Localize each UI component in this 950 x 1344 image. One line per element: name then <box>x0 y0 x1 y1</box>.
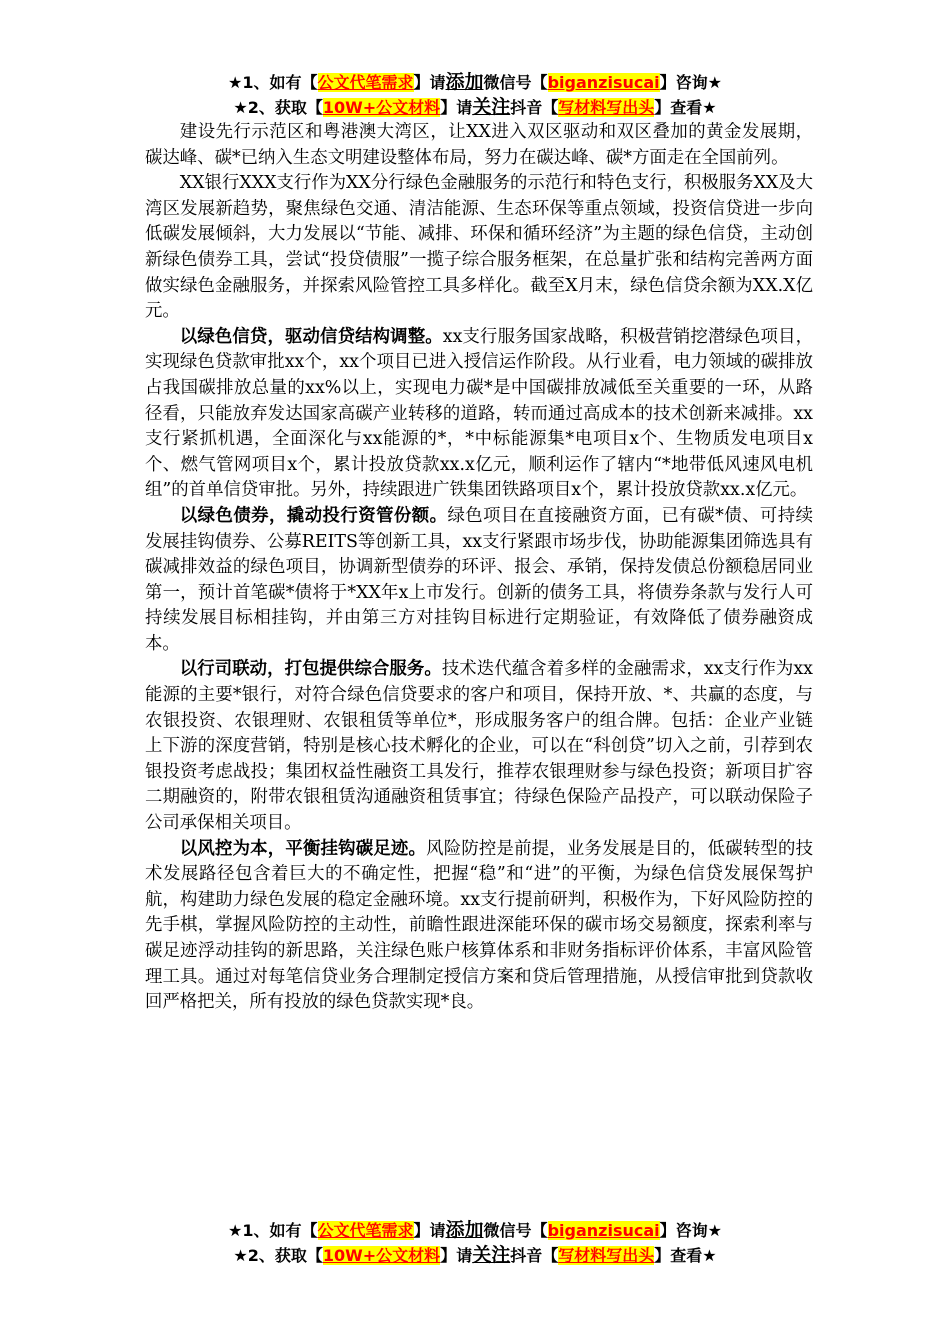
footer-line-2-prefix: ★2、获取【 <box>233 1246 323 1265</box>
paragraph-lead: 以绿色信贷，驱动信贷结构调整。 <box>179 326 443 347</box>
paragraph-lead: 以行司联动，打包提供综合服务。 <box>179 659 442 680</box>
footer-line-1-highlight-2: biganzisucai <box>547 1221 660 1240</box>
footer-line-1-suffix: 】咨询★ <box>659 1221 722 1240</box>
header-line-2-mid-1: 】请 <box>440 98 473 117</box>
paragraph-green-bonds <box>145 504 813 658</box>
paragraph-risk-control <box>145 837 813 1016</box>
header-banner <box>0 70 950 120</box>
header-line-1-highlight-1: 公文代笔需求 <box>317 73 414 92</box>
paragraph-text: XX银行XXX支行作为XX分行绿色金融服务的示范行和特色支行，积极服务XX及大湾区发展新趋势，聚焦绿色交通、清洁能源、生态环保等重点领域，投资信贷进一步向低碳发展倾斜，大力发展以“节能、减排、环保和循环经济”为主题的绿色信贷，主动创新绿色债券工具，尝试“投贷债服”一揽子综合服务框架，在总量扩张和结构完善两方面做实绿色金融服务，并探索风险管控工具多样化。截至X月末，绿色信贷余额为XX.X亿元。 <box>145 173 813 322</box>
document-body <box>145 120 813 1016</box>
paragraph-text: xx支行服务国家战略，积极营销挖潜绿色项目，实现绿色贷款审批xx个，xx个项目已进入授信运作阶段。从行业看，电力领域的碳排放占我国碳排放总量的xx%以上，实现电力碳*是中国碳排放减低至关重要的一环，从路径看，只能放弃发达国家高碳产业转移的道路，转而通过高成本的技术创新来减排。xx支行紧抓机遇，全面深化与xx能源的*，*中标能源集*电项目x个、生物质发电项目x个、燃气管网项目x个，累计投放贷款xx.x亿元，顺利运作了辖内“*地带低风速风电机组”的首单信贷审批。另外，持续跟进广铁集团铁路项目x个，累计投放贷款xx.x亿元。 <box>145 326 813 501</box>
footer-line-1 <box>0 1218 950 1243</box>
paragraph-intro <box>145 120 813 171</box>
footer-line-1-mid-1: 】请 <box>413 1221 446 1240</box>
paragraph-text: 风险防控是前提，业务发展是目的，低碳转型的技术发展路径包含着巨大的不确定性，把握“稳”和“进”的平衡，为绿色信贷发展保驾护航，构建助力绿色发展的稳定金融环境。xx支行提前研判，积极作为，下好风险防控的先手棋，掌握风险防控的主动性，前瞻性跟进深能环保的碳市场交易额度，探索利率与碳足迹浮动挂钩的新思路，关注绿色账户核算体系和非财务指标评价体系，丰富风险管理工具。通过对每笔信贷业务合理制定授信方案和贷后管理措施，从授信审批到贷款收回严格把关，所有投放的绿色贷款实现*良。 <box>145 838 813 1013</box>
header-line-1-suffix: 】咨询★ <box>659 73 722 92</box>
paragraph-lead: 以风控为本，平衡挂钩碳足迹。 <box>179 838 427 859</box>
footer-banner <box>0 1218 950 1268</box>
header-line-1-prefix: ★1、如有【 <box>228 73 318 92</box>
footer-line-1-highlight-1: 公文代笔需求 <box>317 1221 414 1240</box>
footer-line-1-prefix: ★1、如有【 <box>228 1221 318 1240</box>
header-line-2-highlight-1: 10W+公文材料 <box>322 98 441 117</box>
header-line-2-suffix: 】查看★ <box>654 98 717 117</box>
footer-line-2 <box>0 1243 950 1268</box>
paragraph-green-credit <box>145 325 813 504</box>
footer-line-2-emphasis: 关注 <box>472 1244 511 1266</box>
paragraph-linkage <box>145 657 813 836</box>
header-line-1 <box>0 70 950 95</box>
footer-line-1-mid-2: 微信号【 <box>483 1221 548 1240</box>
header-line-2-highlight-2: 写材料写出头 <box>558 98 655 117</box>
header-line-2 <box>0 95 950 120</box>
header-line-2-prefix: ★2、获取【 <box>233 98 323 117</box>
footer-line-2-highlight-1: 10W+公文材料 <box>322 1246 441 1265</box>
footer-line-1-emphasis: 添加 <box>445 1219 484 1241</box>
paragraph-text: 建设先行示范区和粤港澳大湾区，让XX进入双区驱动和双区叠加的黄金发展期，碳达峰、碳*已纳入生态文明建设整体布局，努力在碳达峰、碳*方面走在全国前列。 <box>145 122 813 168</box>
footer-line-2-mid-1: 】请 <box>440 1246 473 1265</box>
footer-line-2-mid-2: 抖音【 <box>510 1246 559 1265</box>
header-line-2-mid-2: 抖音【 <box>510 98 559 117</box>
paragraph-text: 绿色项目在直接融资方面，已有碳*债、可持续发展挂钩债券、公募REITS等创新工具，xx支行紧跟市场步伐，协助能源集团筛选具有碳减排效益的绿色项目，协调新型债券的环评、报会、承销，保持发债总份额稳居同业第一，预计首笔碳*债将于*XX年x上市发行。创新的债务工具，将债券条款与发行人可持续发展目标相挂钩，并由第三方对挂钩目标进行定期验证，有效降低了债券融资成本。 <box>145 505 813 654</box>
footer-line-2-suffix: 】查看★ <box>654 1246 717 1265</box>
header-line-1-mid-2: 微信号【 <box>483 73 548 92</box>
paragraph-lead: 以绿色债券，撬动投行资管份额。 <box>179 505 448 526</box>
footer-line-2-highlight-2: 写材料写出头 <box>558 1246 655 1265</box>
header-line-2-emphasis: 关注 <box>472 96 511 118</box>
header-line-1-emphasis: 添加 <box>445 71 484 93</box>
header-line-1-mid-1: 】请 <box>413 73 446 92</box>
paragraph-branch-overview <box>145 171 813 325</box>
header-line-1-highlight-2: biganzisucai <box>547 73 660 92</box>
paragraph-text: 技术迭代蕴含着多样的金融需求，xx支行作为xx能源的主要*银行，对符合绿色信贷要求的客户和项目，保持开放、*、共赢的态度，与农银投资、农银理财、农银租赁等单位*，形成服务客户的组合牌。包括：企业产业链上下游的深度营销，特别是核心技术孵化的企业，可以在“科创贷”切入之前，引荐到农银投资考虑战投；集团权益性融资工具发行，推荐农银理财参与绿色投资；新项目扩容二期融资的，附带农银租赁沟通融资租赁事宜；待绿色保险产品投产，可以联动保险子公司承保相关项目。 <box>145 659 813 834</box>
